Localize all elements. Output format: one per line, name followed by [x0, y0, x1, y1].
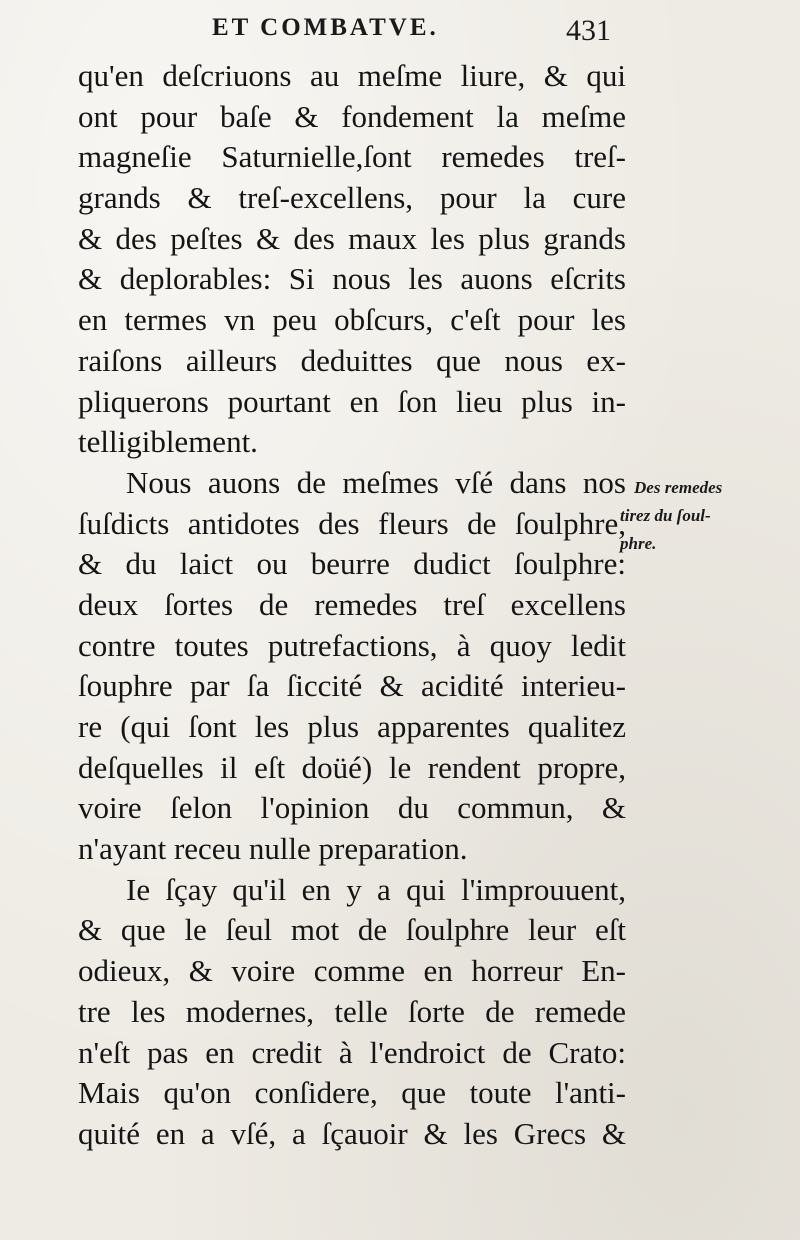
text-line: odieux, & voire comme en horreur En- — [78, 953, 626, 989]
text-line: ſouphre par ſa ſiccité & acidité interieu- — [78, 668, 626, 704]
margin-note-line: tirez du ſoul- — [620, 506, 711, 525]
running-head: ET COMBATVE. — [212, 14, 439, 41]
text-line: en termes vn peu obſcurs, c'eſt pour les — [78, 302, 626, 338]
text-line: magneſie Saturnielle,ſont remedes treſ- — [78, 139, 626, 175]
margin-note-line: phre. — [620, 534, 657, 553]
margin-note-line: Des remedes — [634, 478, 723, 497]
text-line: pliquerons pourtant en ſon lieu plus in- — [78, 383, 626, 419]
text-line: re (qui ſont les plus apparentes qualitez — [78, 709, 626, 744]
text-line: quité en a vſé, a ſçauoir & les Grecs & — [78, 1115, 626, 1151]
text-line: Mais qu'on conſidere, que toute l'anti- — [78, 1075, 626, 1111]
text-line: deux ſortes de remedes treſ excellens — [78, 586, 626, 622]
text-line: voire ſelon l'opinion du commun, & — [78, 790, 626, 826]
text-line: ont pour baſe & fondement la meſme — [78, 98, 626, 134]
text-line: telligiblement. — [78, 424, 258, 460]
paragraph-first-line: Nous auons de meſmes vſé dans nos — [126, 464, 626, 500]
text-line: ſuſdicts antidotes des fleurs de ſoulphre, — [78, 505, 626, 541]
text-line: grands & treſ-excellens, pour la cure — [78, 180, 626, 216]
text-line: deſquelles il eſt doüé) le rendent propre, — [78, 749, 626, 785]
text-line: & du laict ou beurre dudict ſoulphre: — [78, 546, 626, 582]
page-number: 431 — [566, 14, 611, 47]
margin-note — [620, 474, 794, 558]
text-line: contre toutes putrefactions, à quoy ledit — [78, 627, 626, 663]
text-line: n'eſt pas en credit à l'endroict de Crato: — [78, 1034, 626, 1070]
text-line: n'ayant receu nulle preparation. — [78, 831, 468, 867]
text-line: tre les modernes, telle ſorte de remede — [78, 993, 626, 1029]
text-line: & des peſtes & des maux les plus grands — [78, 220, 626, 256]
text-line: & que le ſeul mot de ſoulphre leur eſt — [78, 912, 626, 948]
body-text — [78, 56, 626, 1155]
text-line: & deplorables: Si nous les auons eſcrits — [78, 261, 626, 297]
paragraph-first-line: Ie ſçay qu'il en y a qui l'improuuent, — [126, 871, 626, 907]
text-line: raiſons ailleurs deduittes que nous ex- — [78, 342, 626, 378]
text-line: qu'en deſcriuons au meſme liure, & qui — [78, 58, 626, 93]
